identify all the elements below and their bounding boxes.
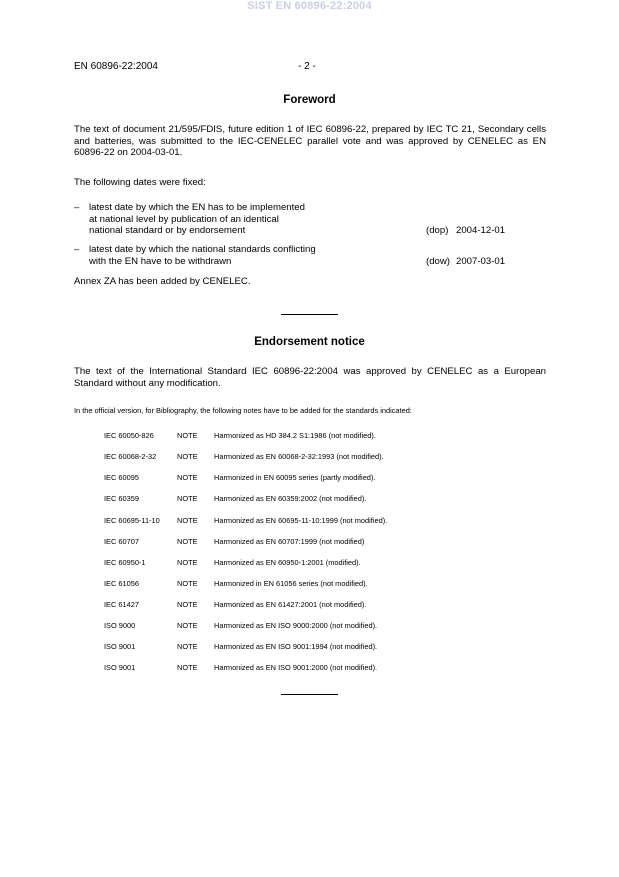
note-standard: IEC 61427 — [104, 600, 139, 609]
date-item-line: national standard or by endorsement — [89, 225, 246, 236]
document-reference: EN 60896-22:2004 — [74, 61, 158, 72]
note-standard: ISO 9001 — [104, 663, 136, 672]
dash-bullet: – — [74, 202, 80, 213]
note-text: Harmonized as EN ISO 9001:2000 (not modified). — [214, 663, 378, 672]
note-standard: IEC 61056 — [104, 579, 139, 588]
note-row — [0, 431, 619, 441]
note-row — [0, 494, 619, 504]
note-standard: IEC 60707 — [104, 537, 139, 546]
dates-intro-paragraph: The following dates were fixed: — [74, 177, 206, 188]
note-text: Harmonized as EN 60359:2002 (not modified). — [214, 494, 367, 503]
date-item-line: with the EN have to be withdrawn — [89, 255, 232, 267]
date-item-dop — [74, 202, 546, 238]
note-text: Harmonized as EN 60068-2-32:1993 (not modified). — [214, 452, 384, 461]
note-label: NOTE — [177, 452, 198, 461]
note-label: NOTE — [177, 600, 198, 609]
note-text: Harmonized as EN 60695-11-10:1999 (not modified). — [214, 516, 388, 525]
date-item-text — [89, 202, 409, 237]
date-item-line: latest date by which the EN has to be implemented — [89, 202, 305, 213]
note-label: NOTE — [177, 621, 198, 630]
date-item-line: latest date by which the national standards conflicting — [89, 244, 316, 255]
page-number: - 2 - — [298, 61, 316, 72]
note-label: NOTE — [177, 558, 198, 567]
note-text: Harmonized as EN 60707:1999 (not modified) — [214, 537, 365, 546]
note-standard: ISO 9001 — [104, 642, 136, 651]
note-text: Harmonized as EN 61427:2001 (not modified). — [214, 600, 367, 609]
date-value: 2007-03-01 — [456, 255, 506, 267]
note-standard: IEC 60068-2-32 — [104, 452, 157, 461]
date-code: (dop) — [426, 225, 449, 236]
note-text: Harmonized in EN 60095 series (partly modified). — [214, 473, 376, 482]
note-row — [0, 621, 619, 631]
note-row — [0, 473, 619, 483]
note-label: NOTE — [177, 494, 198, 503]
note-row — [0, 516, 619, 526]
annex-paragraph: Annex ZA has been added by CENELEC. — [74, 276, 251, 287]
watermark: SIST EN 60896-22:2004 — [247, 0, 372, 12]
note-label: NOTE — [177, 537, 198, 546]
endorsement-heading: Endorsement notice — [254, 336, 365, 348]
note-label: NOTE — [177, 663, 198, 672]
note-text: Harmonized as HD 384.2 S1:1986 (not modified). — [214, 431, 376, 440]
foreword-heading: Foreword — [283, 94, 336, 106]
note-standard: IEC 60695-11-10 — [104, 516, 160, 525]
note-row — [0, 537, 619, 547]
note-text: Harmonized as EN 60950-1:2001 (modified). — [214, 558, 361, 567]
date-value: 2004-12-01 — [456, 225, 506, 236]
note-standard: ISO 9000 — [104, 621, 136, 630]
date-item-dow — [74, 244, 546, 268]
note-text: Harmonized as EN ISO 9001:1994 (not modified). — [214, 642, 378, 651]
date-code: (dow) — [426, 255, 450, 267]
note-row — [0, 579, 619, 589]
date-item-text — [89, 244, 409, 267]
note-text: Harmonized in EN 61056 series (not modified). — [214, 579, 368, 588]
note-label: NOTE — [177, 431, 198, 440]
note-label: NOTE — [177, 579, 198, 588]
foreword-intro-paragraph: The text of document 21/595/FDIS, future edition 1 of IEC 60896-22, prepared by IEC TC 21, Secondary cells and batteries, was submitted to the IEC-CENELEC parallel vote and was approved by CENELEC as EN 60896-22 on 2004-03-01. — [74, 124, 546, 158]
note-label: NOTE — [177, 473, 198, 482]
note-row — [0, 558, 619, 568]
note-label: NOTE — [177, 642, 198, 651]
section-divider — [281, 314, 338, 315]
end-divider — [281, 694, 338, 695]
note-standard: IEC 60950-1 — [104, 558, 146, 567]
note-standard: IEC 60095 — [104, 473, 139, 482]
note-row — [0, 642, 619, 652]
dash-bullet: – — [74, 244, 80, 255]
bibliography-intro: In the official version, for Bibliography, the following notes have to be added for the standards indicated: — [74, 406, 412, 415]
note-standard: IEC 60050-826 — [104, 431, 154, 440]
endorsement-paragraph: The text of the International Standard IEC 60896-22:2004 was approved by CENELEC as a European Standard without any modification. — [74, 366, 546, 389]
note-label: NOTE — [177, 516, 198, 525]
note-standard: IEC 60359 — [104, 494, 139, 503]
note-row — [0, 663, 619, 673]
note-row — [0, 452, 619, 462]
date-item-line: at national level by publication of an identical — [89, 213, 279, 225]
note-row — [0, 600, 619, 610]
note-text: Harmonized as EN ISO 9000:2000 (not modified). — [214, 621, 378, 630]
